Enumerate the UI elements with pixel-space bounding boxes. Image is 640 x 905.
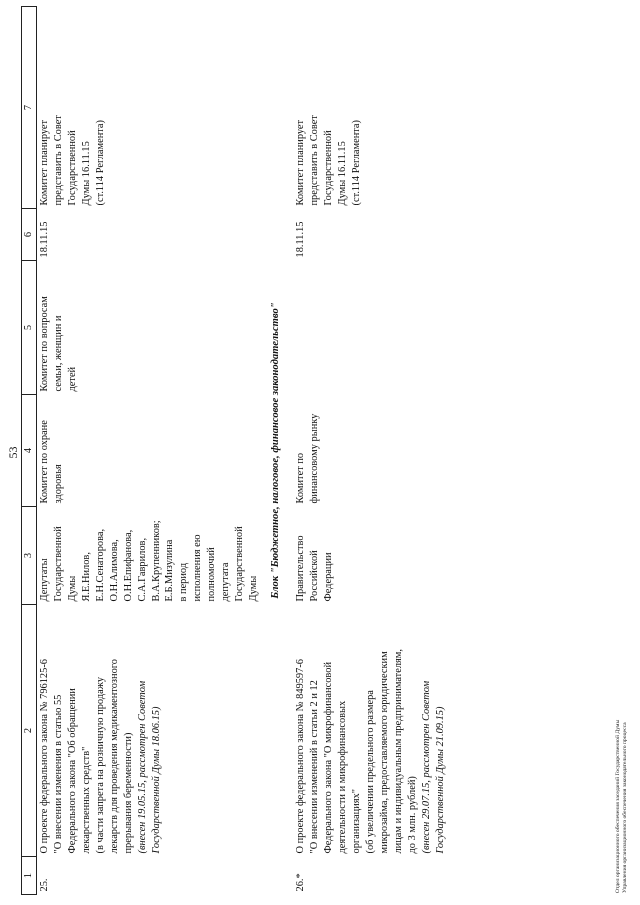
row-number: 25. [39, 878, 50, 892]
responsible-committee [37, 395, 262, 507]
column-header: 4 [22, 395, 37, 507]
page-number: 53 [6, 446, 20, 459]
table-row [37, 7, 262, 895]
note-line: Государственной [323, 130, 335, 206]
note-line: Государственной [66, 130, 78, 206]
author-line: Депутаты [39, 558, 50, 602]
author-line: депутата [220, 562, 232, 602]
note-line: представить в Совет [309, 115, 321, 206]
bill-text-line: до 3 млн. рублей) [406, 776, 418, 854]
bill-text-line: Федерального закона "О микрофинансовой [323, 661, 335, 854]
bill-authors [293, 507, 447, 605]
column-header: 5 [22, 261, 37, 395]
author-line: исполнения ею [192, 534, 204, 602]
author-line: полномочий [206, 547, 218, 602]
author-line: Е.Б.Мизулина [164, 539, 176, 602]
bill-text-line: лекарств для проведения медикаментозного [108, 659, 120, 854]
author-line: Федерации [323, 552, 335, 602]
note [37, 7, 262, 209]
column-header: 7 [22, 7, 37, 209]
bill-text-line: Федерального закона "Об обращении [66, 688, 78, 854]
column-header: 2 [22, 605, 37, 857]
note-line: Думы 16.11.15 [80, 141, 92, 206]
bill-submission-line: (внесен 29.07.15, рассмотрен Советом [420, 680, 432, 854]
author-line: С.А.Гаврилов, [136, 537, 148, 602]
co-committee-line: семьи, женщин и [52, 315, 64, 392]
bill-text-line: организациях" [350, 789, 362, 854]
author-line: Думы [66, 575, 78, 602]
bill-text-line: микрозайма, предоставляемого юридическим [378, 651, 390, 854]
bill-text-line: деятельности и микрофинансовых [337, 700, 348, 854]
note-line: Комитет планирует [295, 119, 307, 206]
bill-text-line: прерывания беременности) [122, 732, 134, 854]
committee-line: здоровья [52, 464, 64, 504]
co-committee-line: детей [66, 366, 78, 392]
bill-text-line: "О внесении изменения в статью 55 [52, 694, 64, 854]
note-line: Комитет планирует [39, 119, 50, 206]
bill-text-line: лицам и индивидуальным предпринимателям, [392, 649, 404, 854]
review-date: 18.11.15 [39, 221, 50, 258]
bill-description [293, 605, 447, 857]
bill-submission-line: Государственной Думы 18.06.15) [150, 706, 162, 854]
bill-text-line: "О внесении изменений в статьи 2 и 12 [309, 680, 321, 854]
author-line: Я.Е.Нилов, [80, 552, 92, 602]
author-line: О.Н.Алимова, [108, 539, 120, 602]
committee-line: финансовому рынку [309, 413, 321, 504]
co-committee [293, 261, 447, 395]
author-line: О.Н.Епифанова, [122, 529, 134, 602]
responsible-committee [293, 395, 447, 507]
bill-text-line: О проекте федерального закона № 796125-6 [39, 659, 50, 854]
bill-description [37, 605, 262, 857]
note-line: (ст.114 Регламента) [94, 120, 106, 206]
author-line: Правительство [295, 535, 307, 602]
co-committee [37, 261, 262, 395]
note-line: представить в Совет [52, 115, 64, 206]
column-header: 1 [22, 857, 37, 895]
row-number: 26.* [295, 873, 307, 892]
footer [615, 720, 629, 893]
footer-line: Отдел организационного обеспечения заседаний Государственной Думы [615, 719, 621, 893]
bill-authors [37, 507, 262, 605]
bill-text-line: О проекте федерального закона № 849597-6 [295, 659, 307, 854]
bill-text-line: (в части запрета на розничную продажу [94, 676, 106, 854]
author-line: Российской [309, 550, 321, 602]
author-line: Государственной [52, 526, 64, 602]
bill-text-line: (об увеличении предельного размера [364, 690, 376, 854]
footer-line: Управления организационного обеспечения законодательного процесса [622, 722, 628, 893]
column-header-row [22, 7, 37, 895]
column-header: 3 [22, 507, 37, 605]
column-header: 6 [22, 209, 37, 261]
author-line: Государственной [234, 526, 246, 602]
note-line: Думы 16.11.15 [337, 141, 348, 206]
block-title-row [261, 7, 293, 895]
author-line: В.А.Крупенников; [150, 520, 162, 602]
note [293, 7, 447, 209]
note-line: (ст.114 Регламента) [350, 120, 362, 206]
author-line: Е.Н.Сенаторова, [94, 528, 106, 602]
bills-table [21, 6, 448, 895]
block-title: Блок "Бюджетное, налоговое, финансовое законодательство" [270, 302, 281, 599]
committee-line: Комитет по [295, 452, 307, 504]
bill-text-line: лекарственных средств" [80, 746, 92, 854]
review-date: 18.11.15 [295, 221, 307, 258]
author-line: Думы [248, 575, 260, 602]
bill-submission-line: Государственной Думы 21.09.15) [434, 706, 446, 854]
table-row [293, 7, 447, 895]
bill-submission-line: (внесен 19.05.15, рассмотрен Советом [136, 680, 148, 854]
author-line: в период [178, 562, 190, 602]
committee-line: Комитет по охране [39, 420, 50, 504]
co-committee-line: Комитет по вопросам [39, 296, 50, 392]
